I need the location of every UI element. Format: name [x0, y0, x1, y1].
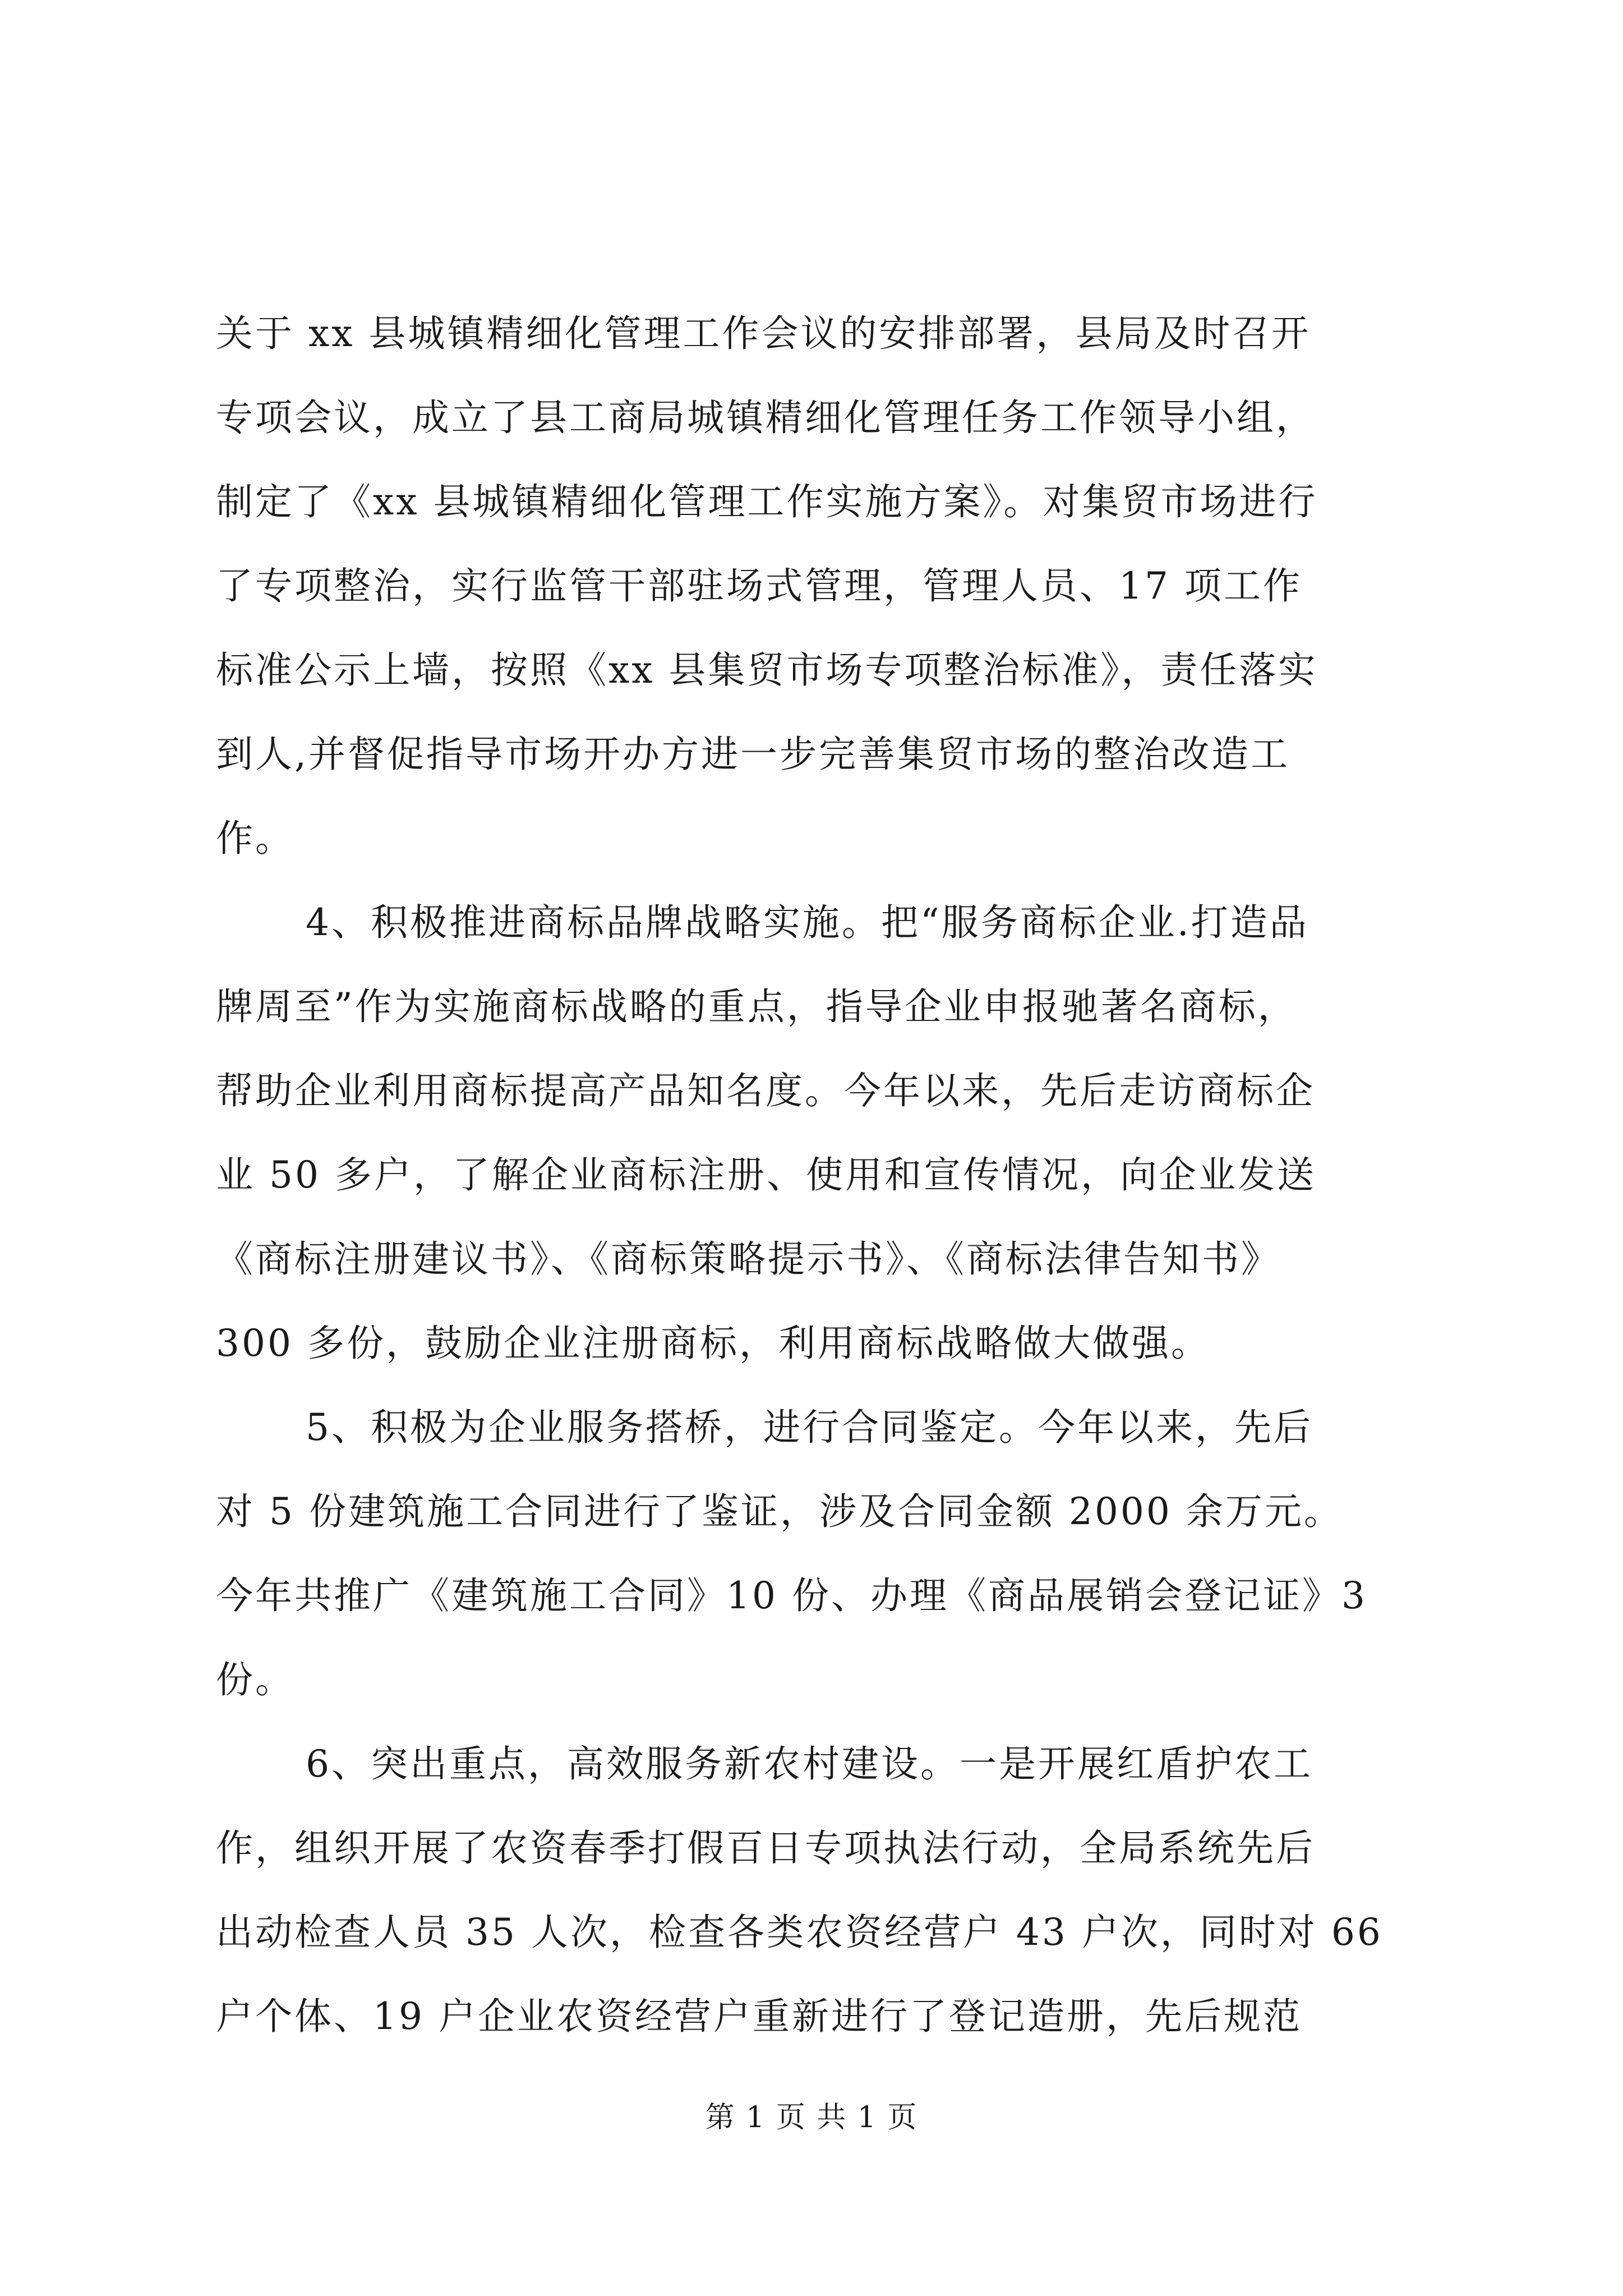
- text-line: 对 5 份建筑施工合同进行了鉴证，涉及合同金额 2000 余万元。: [216, 1490, 1343, 1533]
- text-line: 作，组织开展了农资春季打假百日专项执法行动，全局系统先后: [216, 1826, 1315, 1870]
- text-line: 出动检查人员 35 人次，检查各类农资经营户 43 户次，同时对 66: [216, 1911, 1383, 1954]
- page-number-label: 第 1 页 共 1 页: [705, 2101, 918, 2134]
- text-line: 专项会议，成立了县工商局城镇精细化管理任务工作领导小组，: [216, 396, 1315, 439]
- text-line: 关于 xx 县城镇精细化管理工作会议的安排部署，县局及时召开: [216, 312, 1311, 355]
- text-line: 户个体、19 户企业农资经营户重新进行了登记造册，先后规范: [216, 1995, 1302, 2038]
- paragraph-start-line: 4、积极推进商标品牌战略实施。把“服务商标企业.打造品: [306, 901, 1309, 944]
- text-line: 作。: [216, 817, 294, 860]
- text-line: 牌周至”作为实施商标战略的重点，指导企业申报驰著名商标，: [216, 985, 1297, 1028]
- text-line: 标准公示上墙，按照《xx 县集贸市场专项整治标准》，责任落实: [216, 648, 1318, 692]
- text-line: 今年共推广《建筑施工合同》10 份、办理《商品展销会登记证》3: [216, 1574, 1367, 1617]
- paragraph-start-line: 5、积极为企业服务搭桥，进行合同鉴定。今年以来，先后: [306, 1406, 1313, 1449]
- text-line: 到人,并督促指导市场开办方进一步完善集贸市场的整治改造工: [216, 733, 1290, 776]
- text-line: 300 多份，鼓励企业注册商标，利用商标战略做大做强。: [216, 1322, 1210, 1365]
- text-line: 份。: [216, 1658, 294, 1701]
- paragraph-start-line: 6、突出重点，高效服务新农村建设。一是开展红盾护农工: [306, 1742, 1313, 1786]
- body-text: [216, 292, 1410, 2059]
- text-line: 帮助企业利用商标提高产品知名度。今年以来，先后走访商标企: [216, 1069, 1315, 1112]
- text-line: 了专项整治，实行监管干部驻场式管理，管理人员、17 项工作: [216, 564, 1302, 608]
- page-footer: [0, 2098, 1623, 2137]
- text-line: 制定了《xx 县城镇精细化管理工作实施方案》。对集贸市场进行: [216, 480, 1318, 523]
- text-line: 《商标注册建议书》、《商标策略提示书》、《商标法律告知书》: [216, 1237, 1280, 1281]
- text-line: 业 50 多户，了解企业商标注册、使用和宣传情况，向企业发送: [216, 1153, 1316, 1197]
